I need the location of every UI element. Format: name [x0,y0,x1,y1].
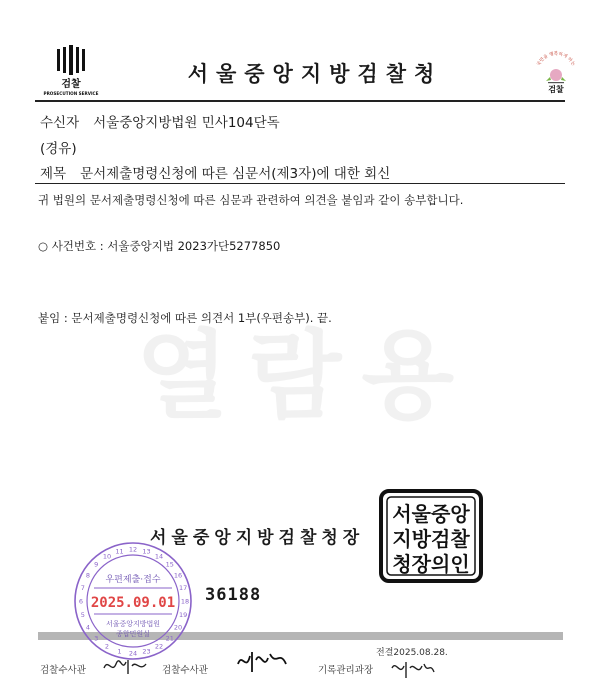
subject-label: 제목 [40,166,67,182]
header-divider [35,100,565,102]
stamp-ring-number: 21 [165,634,174,643]
approval-date: 전결2025.08.28. [376,648,448,658]
emblem-subtext: PROSECUTION SERVICE [43,91,99,96]
stamp-ring-number: 12 [128,545,138,554]
recipient-row [40,111,280,131]
approver-label: 기록관리과장 [318,665,374,676]
stamp-ring-number: 23 [142,647,151,656]
subject-row [40,162,390,182]
case-number-line: ○ 사건번호 : 서울중앙지법 2023가단5277850 [38,239,281,253]
seal-line-2: 지방검찰 [392,527,470,551]
mascot-text: 검찰 [548,85,564,94]
stamp-ring-number: 19 [179,611,188,619]
stamp-ring-number: 1 [117,647,122,656]
stamp-ring-number: 15 [165,560,174,569]
subject-divider [35,183,565,184]
stamp-ring-number: 6 [78,597,84,606]
official-seal-icon [378,488,484,584]
stamp-date: 2025.09.01 [90,595,176,611]
seal-line-3: 청장의인 [392,552,470,576]
mascot-slogan: 국민을 행복하게 하는 [536,52,576,68]
reviewer-signature-icon [232,646,292,676]
subject-value: 문서제출명령신청에 따른 심문서(제3자)에 대한 회신 [80,166,391,182]
prosecution-emblem-icon [43,45,106,101]
seal-line-1: 서울중앙 [392,502,470,526]
stamp-bottom-text-1: 서울중앙지방법원 [105,620,161,628]
stamp-ring-number: 11 [115,547,124,556]
stamp-ring-number: 18 [180,597,190,606]
body-intro: 귀 법원의 문서제출명령신청에 따른 심문과 관련하여 의견을 붙임과 같이 송부합니다. [38,193,464,207]
stamp-ring-number: 13 [142,547,151,556]
attachment-line: 붙임 : 문서제출명령신청에 따른 의견서 1부(우편송부). 끝. [38,311,332,325]
recipient-value: 서울중앙지방법원 민사104단독 [93,115,280,131]
stamp-ring-number: 24 [128,649,138,658]
via-row [40,137,77,157]
receipt-number: 36188 [205,585,262,605]
stamp-ring-number: 5 [80,611,85,619]
emblem-text: 검찰 [61,79,81,90]
page-title: 서울중앙지방검찰청 [187,62,443,86]
approver-signature-icon [388,656,436,682]
stamp-ring-number: 8 [85,571,91,580]
stamp-bottom-text-2: 종합민원실 [116,630,150,638]
reviewer-label: 검찰수사관 [162,665,208,676]
svg-text:국민을 행복하게 하는 [535,50,577,68]
receipt-stamp-icon [72,540,194,662]
stamp-ring-number: 2 [104,642,110,651]
prosecution-mascot-icon [528,45,584,101]
stamp-ring-number: 3 [94,634,99,643]
stamp-ring-number: 22 [154,642,164,651]
stamp-ring-number: 10 [102,552,112,561]
stamp-ring-number: 20 [173,623,183,632]
stamp-ring-number: 14 [154,552,164,561]
stamp-ring-number: 7 [80,584,85,592]
stamp-ring-number: 4 [85,623,91,632]
stamp-ring-number: 17 [179,584,188,592]
recipient-label: 수신자 [40,115,80,131]
stamp-ring-number: 9 [94,560,99,569]
signature-title: 서울중앙지방검찰청장 [150,528,365,548]
stamp-ring-number: 16 [173,571,183,580]
drafter-label: 검찰수사관 [40,665,86,676]
via-label: (경유) [40,141,77,157]
stamp-top-text: 우편제출·접수 [105,575,161,585]
watermark: 열람용 [135,319,475,432]
